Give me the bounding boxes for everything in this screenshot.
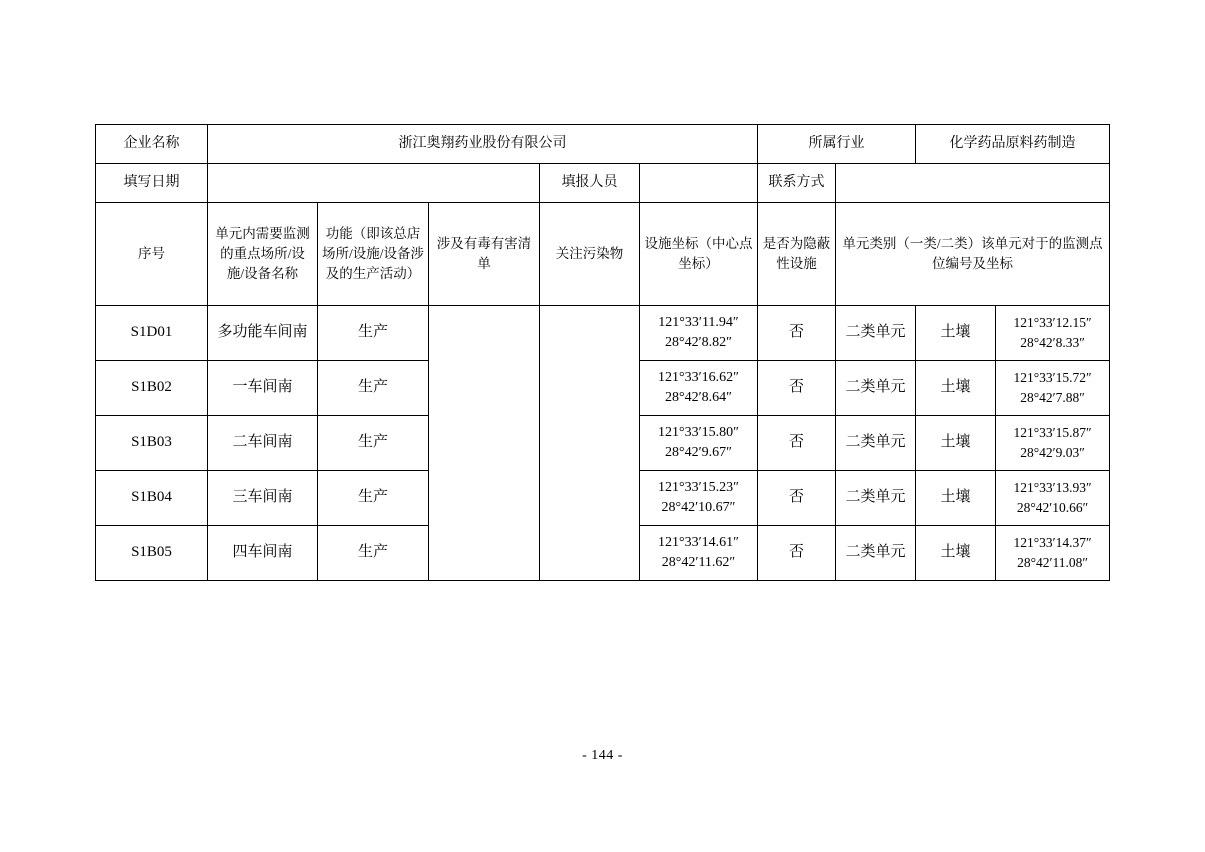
column-header-toxic-list: 涉及有毒有害清单 (429, 203, 540, 306)
column-header-facility-coord: 设施坐标（中心点坐标） (640, 203, 758, 306)
reporter-label: 填报人员 (540, 164, 640, 203)
monitoring-units-table (95, 124, 1110, 581)
cell-hidden: 否 (758, 416, 836, 471)
table-header-row (96, 203, 1110, 306)
facility-longitude: 121°33′15.80″ (658, 424, 740, 440)
column-header-function: 功能（即该总店场所/设施/设备涉及的生产活动） (318, 203, 429, 306)
cell-category: 二类单元 (836, 471, 916, 526)
point-longitude: 121°33′12.15″ (1013, 315, 1092, 331)
page-number: - 144 - (582, 748, 623, 763)
cell-function: 生产 (318, 526, 429, 581)
cell-unit-name: 二车间南 (208, 416, 318, 471)
cell-facility-coord (640, 416, 758, 471)
cell-seq: S1B03 (96, 416, 208, 471)
column-header-unit-name: 单元内需要监测的重点场所/设施/设备名称 (208, 203, 318, 306)
facility-longitude: 121°33′15.23″ (658, 479, 740, 495)
column-header-hidden-facility: 是否为隐蔽性设施 (758, 203, 836, 306)
point-latitude: 28°42′11.08″ (1017, 555, 1088, 570)
facility-longitude: 121°33′11.94″ (658, 314, 739, 330)
facility-latitude: 28°42′10.67″ (661, 500, 736, 515)
cell-pollutants (540, 306, 640, 581)
column-header-unit-category: 单元类别（一类/二类）该单元对于的监测点位编号及坐标 (836, 203, 1110, 306)
cell-function: 生产 (318, 416, 429, 471)
column-header-pollutants: 关注污染物 (540, 203, 640, 306)
cell-unit-name: 三车间南 (208, 471, 318, 526)
cell-medium: 土壤 (916, 306, 996, 361)
company-value: 浙江奥翔药业股份有限公司 (208, 125, 758, 164)
facility-latitude: 28°42′8.82″ (665, 335, 733, 350)
cell-category: 二类单元 (836, 361, 916, 416)
fill-date-value (208, 164, 540, 203)
cell-point-coord (996, 416, 1110, 471)
company-label: 企业名称 (96, 125, 208, 164)
industry-label: 所属行业 (758, 125, 916, 164)
table-row-fill-info (96, 164, 1110, 203)
point-longitude: 121°33′14.37″ (1013, 535, 1092, 551)
cell-seq: S1D01 (96, 306, 208, 361)
cell-hidden: 否 (758, 471, 836, 526)
reporter-value (640, 164, 758, 203)
cell-function: 生产 (318, 471, 429, 526)
cell-seq: S1B05 (96, 526, 208, 581)
cell-unit-name: 多功能车间南 (208, 306, 318, 361)
cell-facility-coord (640, 361, 758, 416)
cell-point-coord (996, 306, 1110, 361)
cell-point-coord (996, 471, 1110, 526)
fill-date-label: 填写日期 (96, 164, 208, 203)
facility-longitude: 121°33′14.61″ (658, 534, 740, 550)
point-latitude: 28°42′9.03″ (1020, 445, 1085, 460)
point-latitude: 28°42′10.66″ (1016, 500, 1089, 515)
cell-facility-coord (640, 471, 758, 526)
point-longitude: 121°33′15.87″ (1013, 425, 1092, 441)
cell-medium: 土壤 (916, 416, 996, 471)
cell-function: 生产 (318, 306, 429, 361)
cell-hidden: 否 (758, 361, 836, 416)
cell-hidden: 否 (758, 526, 836, 581)
cell-hidden: 否 (758, 306, 836, 361)
column-header-seq: 序号 (96, 203, 208, 306)
cell-point-coord (996, 361, 1110, 416)
table-row (96, 306, 1110, 361)
point-longitude: 121°33′15.72″ (1013, 370, 1092, 386)
cell-seq: S1B04 (96, 471, 208, 526)
cell-function: 生产 (318, 361, 429, 416)
facility-latitude: 28°42′11.62″ (661, 555, 736, 570)
cell-unit-name: 一车间南 (208, 361, 318, 416)
facility-latitude: 28°42′8.64″ (665, 390, 733, 405)
cell-category: 二类单元 (836, 416, 916, 471)
point-latitude: 28°42′7.88″ (1020, 390, 1085, 405)
contact-label: 联系方式 (758, 164, 836, 203)
contact-value (836, 164, 1110, 203)
point-longitude: 121°33′13.93″ (1013, 480, 1092, 496)
cell-point-coord (996, 526, 1110, 581)
cell-medium: 土壤 (916, 471, 996, 526)
industry-value: 化学药品原料药制造 (916, 125, 1110, 164)
cell-category: 二类单元 (836, 306, 916, 361)
cell-seq: S1B02 (96, 361, 208, 416)
facility-longitude: 121°33′16.62″ (658, 369, 740, 385)
cell-toxic-list (429, 306, 540, 581)
facility-latitude: 28°42′9.67″ (665, 445, 733, 460)
cell-category: 二类单元 (836, 526, 916, 581)
cell-medium: 土壤 (916, 361, 996, 416)
cell-medium: 土壤 (916, 526, 996, 581)
cell-unit-name: 四车间南 (208, 526, 318, 581)
cell-facility-coord (640, 306, 758, 361)
point-latitude: 28°42′8.33″ (1020, 335, 1085, 350)
cell-facility-coord (640, 526, 758, 581)
table-row-company (96, 125, 1110, 164)
